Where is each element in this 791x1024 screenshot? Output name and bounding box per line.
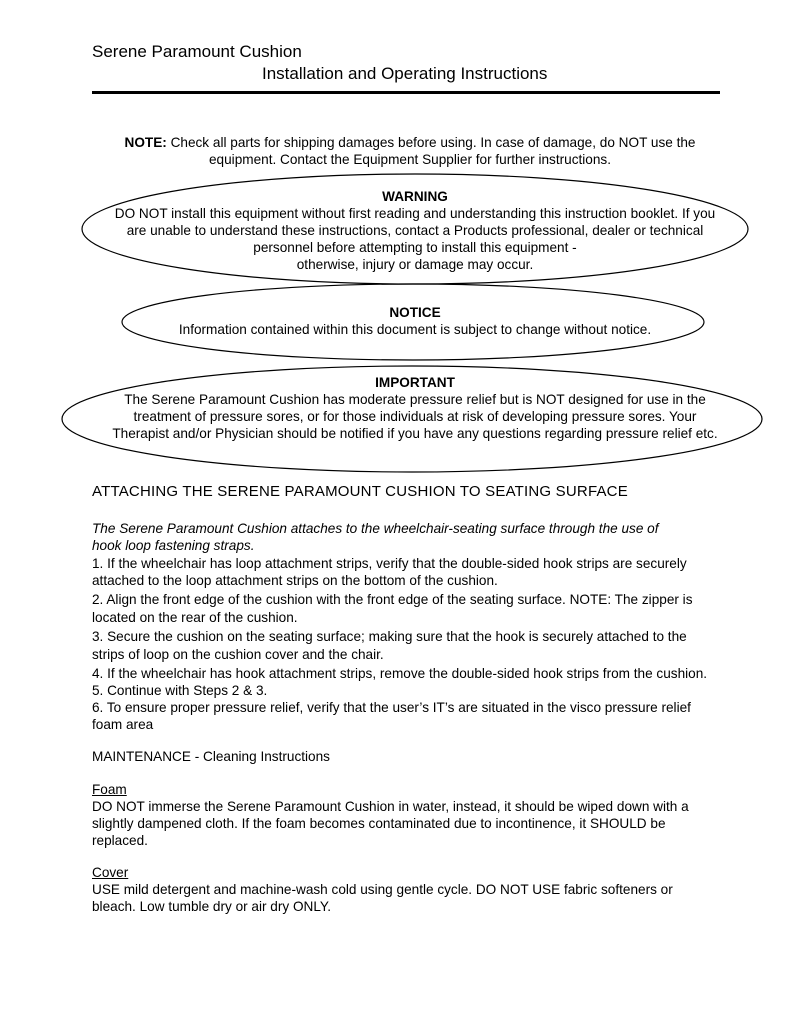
notice-title: NOTICE xyxy=(389,305,441,320)
note-line-1: Check all parts for shipping damages before using. In case of damage, do NOT use the xyxy=(166,135,696,150)
cover-line-1: USE mild detergent and machine-wash cold using gentle cycle. DO NOT USE fabric softeners or xyxy=(92,882,673,897)
step-line-8: 5. Continue with Steps 2 & 3. xyxy=(92,683,268,698)
step-line-2: attached to the loop attachment strips on the bottom of the cushion. xyxy=(92,573,498,588)
warning-title: WARNING xyxy=(382,189,448,204)
warning-line-4: otherwise, injury or damage may occur. xyxy=(296,257,534,272)
notice-line-1: Information contained within this document is subject to change without notice. xyxy=(178,322,652,337)
document-title: Serene Paramount Cushion xyxy=(92,42,302,61)
attaching-intro-1: The Serene Paramount Cushion attaches to the wheelchair-seating surface through the use of xyxy=(92,521,659,536)
foam-line-2: slightly dampened cloth. If the foam becomes contaminated due to incontinence, it SHOULD be xyxy=(92,816,666,831)
cover-line-2: bleach. Low tumble dry or air dry ONLY. xyxy=(92,899,332,914)
step-line-3: 2. Align the front edge of the cushion with the front edge of the seating surface. NOTE: The zipper is xyxy=(92,592,693,607)
important-block xyxy=(40,374,790,442)
attaching-intro-2: hook loop fastening straps. xyxy=(92,538,255,553)
note-label: NOTE: xyxy=(124,135,167,150)
step-line-9: 6. To ensure proper pressure relief, verify that the user’s IT’s are situated in the visco pressure relief xyxy=(92,700,691,715)
foam-line-3: replaced. xyxy=(92,833,148,848)
notice-block xyxy=(60,304,770,338)
foam-title: Foam xyxy=(92,782,127,797)
step-line-10: foam area xyxy=(92,717,154,732)
attaching-body xyxy=(92,520,772,733)
important-line-3: Therapist and/or Physician should be notified if you have any questions regarding pressure relief etc. xyxy=(112,426,718,441)
warning-line-3: personnel before attempting to install this equipment - xyxy=(253,240,577,255)
important-line-2: treatment of pressure sores, or for those individuals at risk of developing pressure sores. Your xyxy=(133,409,697,424)
step-line-4: located on the rear of the cushion. xyxy=(92,610,298,625)
important-line-1: The Serene Paramount Cushion has moderate pressure relief but is NOT designed for use in the xyxy=(124,392,706,407)
step-line-1: 1. If the wheelchair has loop attachment strips, verify that the double-sided hook strips are securely xyxy=(92,556,687,571)
cover-title: Cover xyxy=(92,865,129,880)
warning-line-1: DO NOT install this equipment without first reading and understanding this instruction booklet. If you xyxy=(114,206,716,221)
document-subtitle: Installation and Operating Instructions xyxy=(262,64,548,83)
step-line-7: 4. If the wheelchair has hook attachment strips, remove the double-sided hook strips from the cushion. xyxy=(92,666,708,681)
important-title: IMPORTANT xyxy=(375,375,455,390)
note-line-2: equipment. Contact the Equipment Supplier for further instructions. xyxy=(209,152,611,167)
foam-section xyxy=(92,781,772,849)
maintenance-heading: MAINTENANCE - Cleaning Instructions xyxy=(92,749,330,764)
cover-section xyxy=(92,864,772,915)
warning-block xyxy=(40,188,790,273)
foam-line-1: DO NOT immerse the Serene Paramount Cushion in water, instead, it should be wiped down with a xyxy=(92,799,689,814)
step-line-5: 3. Secure the cushion on the seating surface; making sure that the hook is securely attached to the xyxy=(92,629,687,644)
step-line-6: strips of loop on the cushion cover and the chair. xyxy=(92,647,384,662)
warning-line-2: are unable to understand these instructions, contact a Products professional, dealer or technical xyxy=(126,223,704,238)
attaching-heading: ATTACHING THE SERENE PARAMOUNT CUSHION TO SEATING SURFACE xyxy=(92,483,628,500)
